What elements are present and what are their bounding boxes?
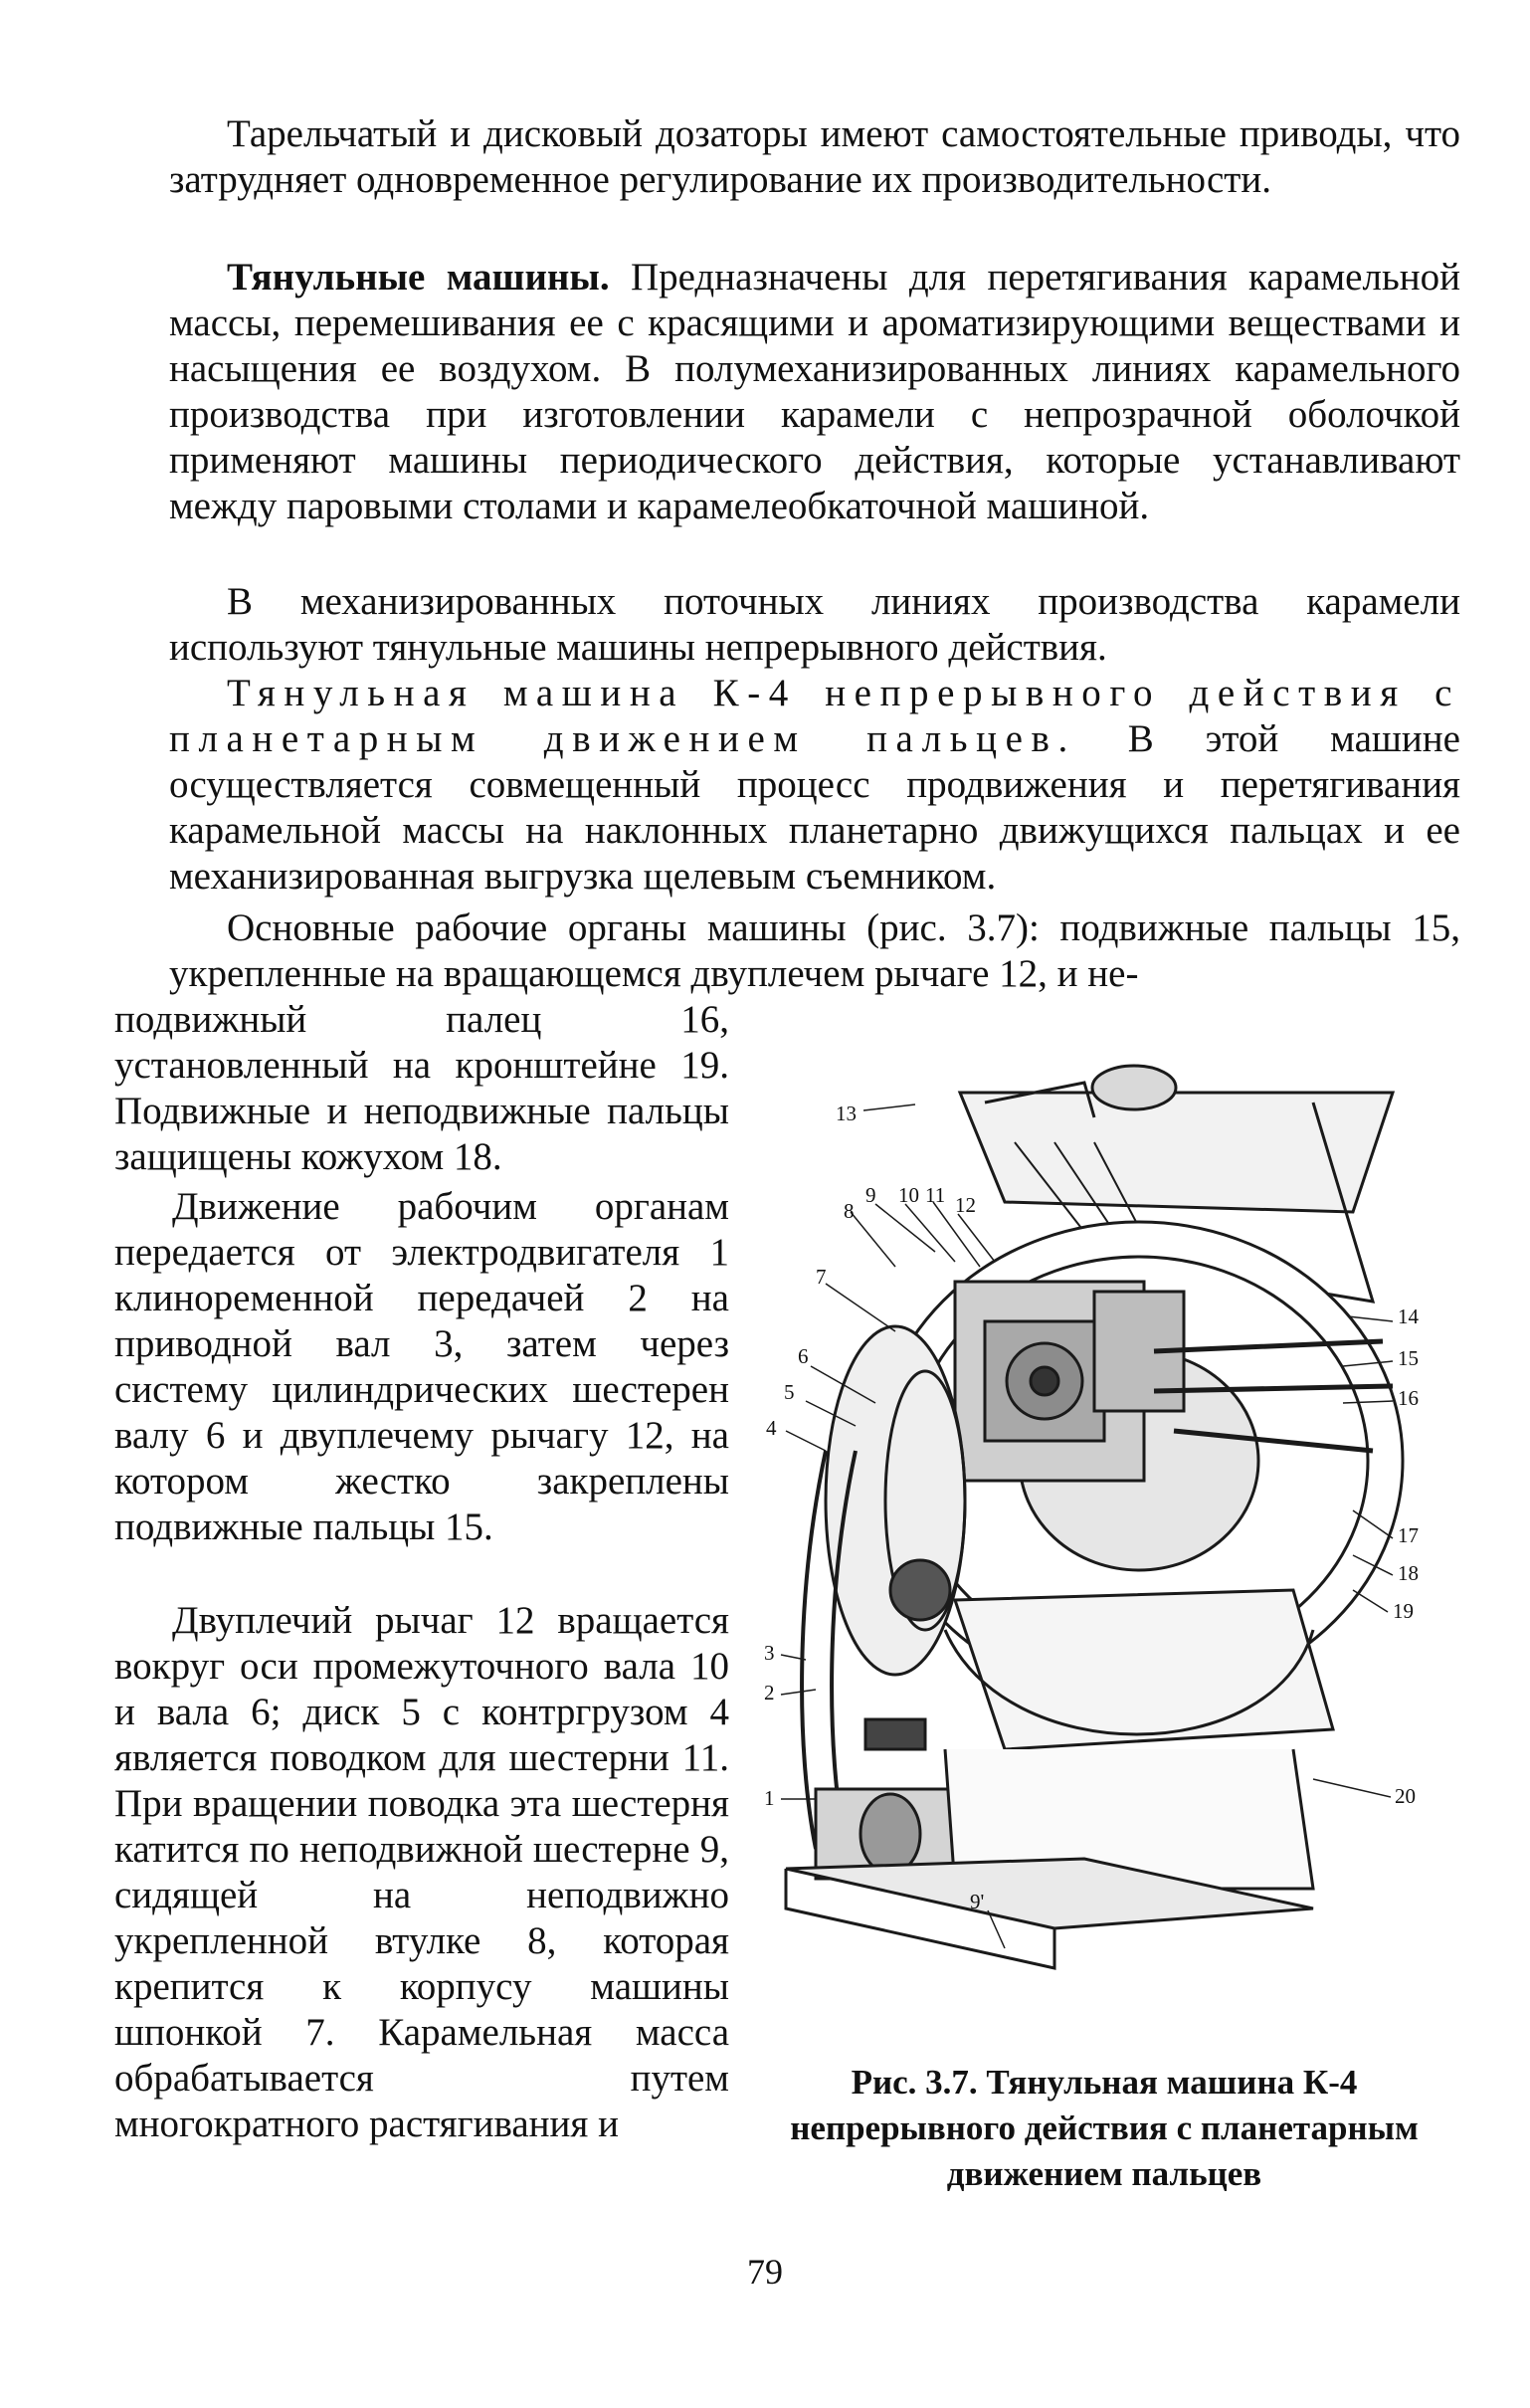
figure-label-8: 8 bbox=[844, 1199, 855, 1223]
caption-line-3: движением пальцев bbox=[946, 2154, 1262, 2193]
paragraph-working-organs-cont: подвижный палец 16, установленный на кронштейне 19. Подвижные и неподвижные пальцы защищены кожухом 18. bbox=[114, 998, 729, 1178]
figure-label-5: 5 bbox=[784, 1380, 795, 1404]
figure-label-15: 15 bbox=[1398, 1346, 1419, 1370]
paragraph-working-organs: Основные рабочие органы машины (рис. 3.7): подвижные пальцы 15, укрепленные на вращающемся двуплечем рычаге 12, и не- bbox=[169, 906, 1460, 995]
paragraph-continuous: В механизированных поточных линиях производства карамели используют тянульные машины непрерывного действия. bbox=[169, 580, 1460, 669]
page-number: 79 bbox=[747, 2252, 783, 2292]
figure-label-20: 20 bbox=[1395, 1784, 1416, 1808]
paragraph-k4-text: В этой машине осуществляется совмещенный процесс продвижения и перетягивания карамельной массы на наклонных планетарно движущихся пальцах и ее механизированная выгрузка щелевым съемником. bbox=[169, 717, 1460, 898]
figure-label-2: 2 bbox=[764, 1681, 775, 1705]
figure-label-19: 19 bbox=[1393, 1599, 1414, 1623]
caption-line-1: Рис. 3.7. Тянульная машина К-4 bbox=[851, 2063, 1358, 2102]
caption-line-2: непрерывного действия с планетарным bbox=[790, 2108, 1419, 2147]
paragraph-k4 bbox=[169, 671, 1460, 900]
figure-label-12: 12 bbox=[955, 1193, 976, 1217]
paragraph-pulling-machines bbox=[169, 255, 1460, 529]
figure-label-9-prime: 9' bbox=[970, 1890, 985, 1913]
figure-label-6: 6 bbox=[798, 1344, 809, 1368]
paragraph-lever: Двуплечий рычаг 12 вращается вокруг оси промежуточного вала 10 и вала 6; диск 5 с контргрузом 4 является поводком для шестерни 11. При вращении поводка эта шестерня катится по неподвижной шестерне 9, сидящей на неподвижно укрепленной втулке 8, которая крепится к корпусу машины шпонкой 7. Карамельная масса обрабатывается путем многократного растягивания и bbox=[114, 1599, 729, 2145]
figure-label-13: 13 bbox=[836, 1102, 857, 1125]
figure-label-18: 18 bbox=[1398, 1561, 1419, 1585]
figure-label-9: 9 bbox=[865, 1183, 876, 1207]
figure-label-14: 14 bbox=[1398, 1304, 1419, 1328]
figure-label-1: 1 bbox=[764, 1786, 775, 1810]
paragraph-dosing: Тарельчатый и дисковый дозаторы имеют самостоятельные приводы, что затрудняет одновременное регулирование их производительности. bbox=[169, 112, 1460, 201]
figure-caption bbox=[756, 2060, 1452, 2197]
machine-name-spaced: Тянульная машина К-4 непрерывного действия с планетарным движением пальцев. bbox=[169, 672, 1460, 760]
figure-label-4: 4 bbox=[766, 1416, 777, 1440]
section-lead: Тянульные машины. bbox=[227, 256, 610, 299]
paragraph-drive: Движение рабочим органам передается от электродвигателя 1 клиноременной передачей 2 на приводной вал 3, затем через систему цилиндрических шестерен валу 6 и двуплечему рычагу 12, на котором жестко закреплены подвижные пальцы 15. bbox=[114, 1185, 729, 1548]
machine-drawing bbox=[756, 1033, 1452, 2000]
figure-label-16: 16 bbox=[1398, 1386, 1419, 1410]
figure-label-11: 11 bbox=[925, 1183, 946, 1207]
figure-label-17: 17 bbox=[1398, 1523, 1419, 1547]
figure-label-10: 10 bbox=[898, 1183, 919, 1207]
paragraph-pulling-machines-text: Предназначены для перетягивания карамельной массы, перемешивания ее с красящими и ароматизирующими веществами и насыщения ее воздухом. В полумеханизированных линиях карамельного производства при изготовлении карамели с непрозрачной оболочкой применяют машины периодического действия, которые устанавливают между паровыми столами и карамелеобкаточной машиной. bbox=[169, 256, 1460, 527]
machine-figure bbox=[756, 1033, 1452, 2000]
figure-label-7: 7 bbox=[816, 1265, 827, 1289]
figure-label-3: 3 bbox=[764, 1641, 775, 1665]
